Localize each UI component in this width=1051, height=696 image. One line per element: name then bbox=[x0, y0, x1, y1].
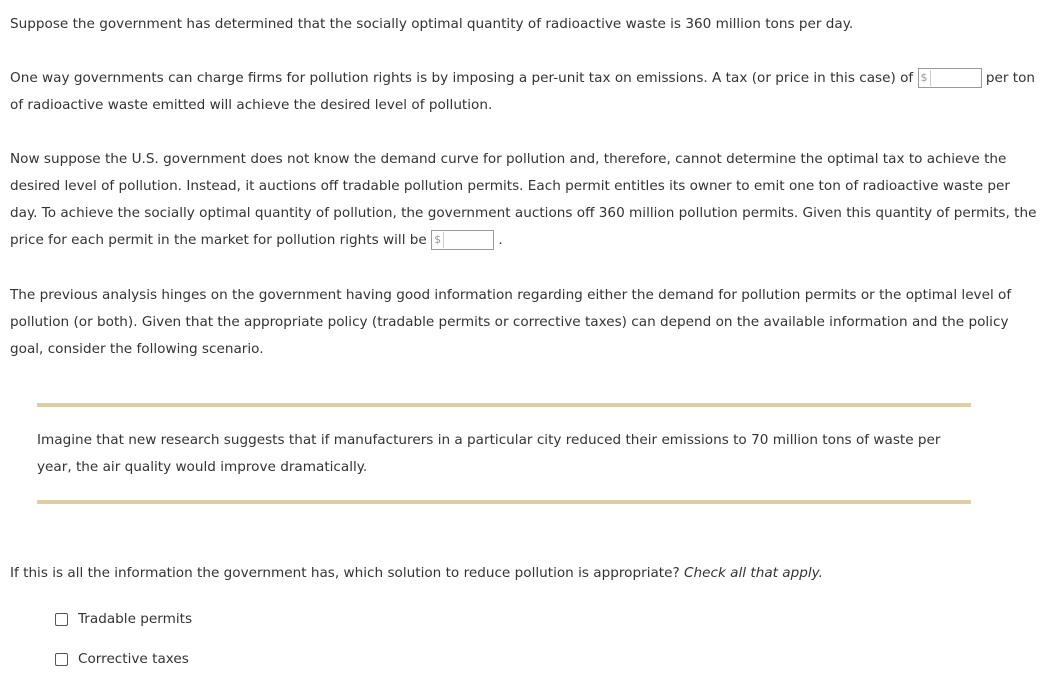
permit-price-field[interactable] bbox=[431, 230, 494, 250]
dollar-sign-icon: $ bbox=[921, 70, 931, 86]
checkbox-icon[interactable] bbox=[55, 653, 68, 666]
option-corrective-taxes[interactable] bbox=[55, 649, 189, 669]
option-label: Tradable permits bbox=[78, 611, 193, 627]
dollar-sign-icon: $ bbox=[434, 232, 444, 248]
question-instruction: Check all that apply. bbox=[684, 565, 823, 581]
option-tradable-permits[interactable] bbox=[55, 609, 192, 629]
option-label: Corrective taxes bbox=[78, 651, 189, 667]
permit-price-text-before: price for each permit in the market for pollution rights will be bbox=[10, 232, 432, 248]
tax-paragraph-line1 bbox=[10, 65, 1035, 92]
scenario-bottom-divider bbox=[37, 500, 971, 504]
checkbox-icon[interactable] bbox=[55, 613, 68, 626]
permit-paragraph-line3: day. To achieve the socially optimal quantity of pollution, the government auctions off 360 million pollution permits. Given this quantity of permits, the bbox=[10, 205, 1037, 221]
permit-paragraph-line1: Now suppose the U.S. government does not know the demand curve for pollution and, therefore, cannot determine the optimal tax to achieve the bbox=[10, 151, 1007, 167]
tax-amount-field[interactable] bbox=[918, 68, 982, 88]
tax-text-after: per ton bbox=[981, 70, 1036, 86]
tax-text-before: One way governments can charge firms for pollution rights is by imposing a per-unit tax on emissions. A tax (or price in this case) of bbox=[10, 70, 918, 86]
scenario-text-line2: year, the air quality would improve dramatically. bbox=[37, 459, 368, 475]
permit-paragraph-line2: desired level of pollution. Instead, it auctions off tradable pollution permits. Each permit entitles its owner to emit one ton of radioactive waste per bbox=[10, 178, 1010, 194]
question-text: If this is all the information the government has, which solution to reduce pollution is appropriate? bbox=[10, 565, 685, 581]
tax-amount-input[interactable] bbox=[933, 70, 979, 86]
tax-paragraph-line2: of radioactive waste emitted will achieve the desired level of pollution. bbox=[10, 97, 493, 113]
permit-price-text-after: . bbox=[494, 232, 503, 248]
analysis-paragraph-line2: pollution (or both). Given that the appropriate policy (tradable permits or corrective taxes) can depend on the available information and the policy bbox=[10, 314, 1009, 330]
permit-paragraph-line4 bbox=[10, 227, 503, 254]
question-prompt bbox=[10, 560, 823, 587]
scenario-top-divider bbox=[37, 403, 971, 407]
intro-paragraph: Suppose the government has determined that the socially optimal quantity of radioactive waste is 360 million tons per day. bbox=[10, 16, 854, 32]
analysis-paragraph-line1: The previous analysis hinges on the government having good information regarding either the demand for pollution permits or the optimal level of bbox=[10, 287, 1012, 303]
analysis-paragraph-line3: goal, consider the following scenario. bbox=[10, 341, 264, 357]
scenario-text-line1: Imagine that new research suggests that if manufacturers in a particular city reduced their emissions to 70 million tons of waste per bbox=[37, 432, 941, 448]
permit-price-input[interactable] bbox=[446, 232, 491, 248]
